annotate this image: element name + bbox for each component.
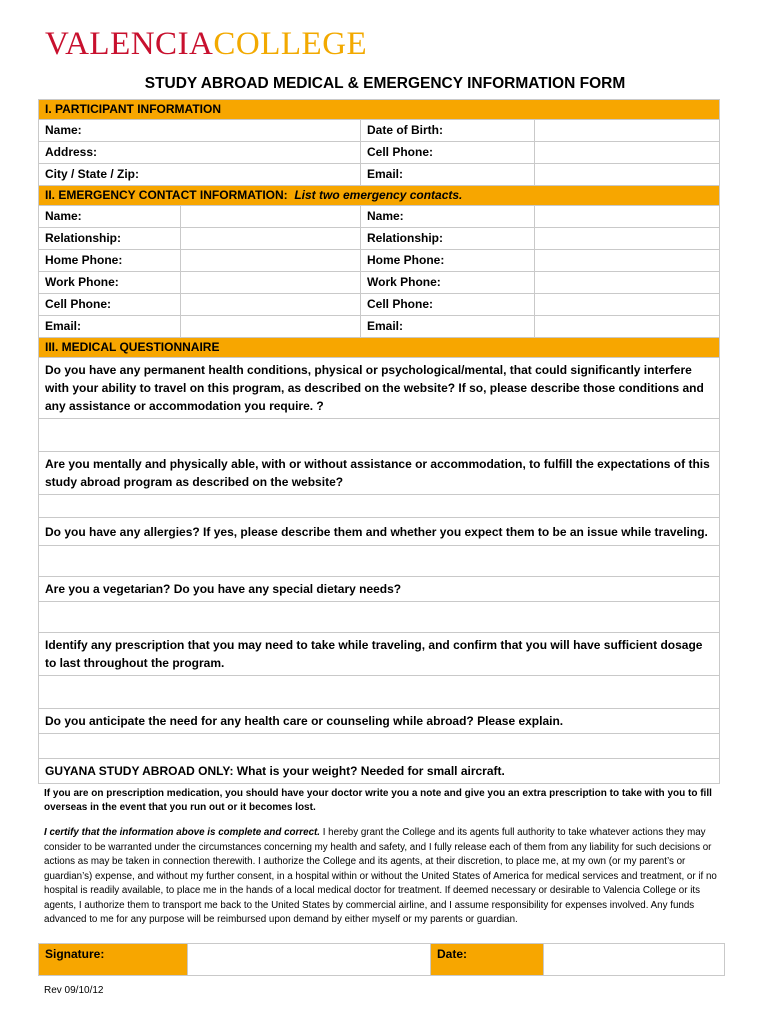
cell-phone-label: Cell Phone: (361, 142, 535, 164)
contact1-label: Name: (39, 206, 181, 228)
contact1-cell-phone-field[interactable] (181, 294, 361, 316)
participant-name-field[interactable]: Name: (39, 120, 361, 142)
contact2-label: Home Phone: (361, 250, 535, 272)
contact2-name-field[interactable] (535, 206, 720, 228)
contact2-work-phone-field[interactable] (535, 272, 720, 294)
question-prescription: Identify any prescription that you may need to take while traveling, and confirm that you will have sufficient dosage to last throughout the program. (39, 633, 720, 676)
signature-label: Signature: (39, 944, 188, 976)
contact1-relationship-field[interactable] (181, 228, 361, 250)
contact2-label: Email: (361, 316, 535, 338)
signature-table (38, 943, 725, 976)
form-table (38, 99, 720, 784)
section2-header (39, 186, 720, 206)
question-able: Are you mentally and physically able, with or without assistance or accommodation, to fulfill the expectations of this study abroad program as described on the website? (39, 452, 720, 495)
answer-able[interactable] (39, 495, 720, 518)
question-health-conditions: Do you have any permanent health conditions, physical or psychological/mental, that could significantly interfere with your ability to travel on this program, as described on the website? If so, please describe those conditions and any assistance or accommodation you require. ? (39, 358, 720, 419)
contact2-cell-phone-field[interactable] (535, 294, 720, 316)
certification-body: I hereby grant the College and its agents full authority to take whatever actions they may consider to be warranted under the circumstances concerning my health and safety, and I fully release each of them from any liability for such decisions or actions as may be taken in connection therewith. I authorize the College and its agents, at their discretion, to place me, at my own (or my parent’s or guardian’s) expense, and without my further consent, in a hospital within or without the United States of America for medical services and treatment, or if no hospital is readily available, to place me in the hands of a local medical doctor for treatment. If deemed necessary or desirable to Valencia College or its agents, I authorize them to transport me back to the United States by commercial airline, and I assume responsibility for expenses involved. Any funds advanced to me for any purpose will be reimbursed upon demand by either myself or my parents or guardian. (44, 827, 717, 925)
certification-lead: I certify that the information above is complete and correct. (44, 827, 321, 838)
contact1-name-field[interactable] (181, 206, 361, 228)
dob-label: Date of Birth: (361, 120, 535, 142)
section2-title: II. EMERGENCY CONTACT INFORMATION: (45, 188, 288, 202)
dob-field[interactable] (535, 120, 720, 142)
certification-text (44, 826, 724, 928)
question-weight: GUYANA STUDY ABROAD ONLY: What is your weight? Needed for small aircraft. (39, 759, 720, 784)
contact1-label: Email: (39, 316, 181, 338)
contact2-label: Work Phone: (361, 272, 535, 294)
contact1-label: Cell Phone: (39, 294, 181, 316)
form-title: STUDY ABROAD MEDICAL & EMERGENCY INFORMATION FORM (144, 75, 626, 92)
contact1-home-phone-field[interactable] (181, 250, 361, 272)
contact2-home-phone-field[interactable] (535, 250, 720, 272)
contact1-label: Home Phone: (39, 250, 181, 272)
prescription-note: If you are on prescription medication, you should have your doctor write you a note and give you an extra prescription to take with you to fill overseas in the event that you run out or it becomes lost. (44, 788, 712, 813)
contact2-relationship-field[interactable] (535, 228, 720, 250)
answer-health-conditions[interactable] (39, 419, 720, 452)
city-state-zip-field[interactable]: City / State / Zip: (39, 164, 361, 186)
contact2-label: Cell Phone: (361, 294, 535, 316)
contact2-label: Relationship: (361, 228, 535, 250)
date-label: Date: (431, 944, 544, 976)
contact1-work-phone-field[interactable] (181, 272, 361, 294)
answer-health-care[interactable] (39, 734, 720, 759)
answer-allergies[interactable] (39, 546, 720, 577)
logo-part2: COLLEGE (213, 26, 368, 62)
question-health-care: Do you anticipate the need for any health care or counseling while abroad? Please explain. (39, 709, 720, 734)
email-label: Email: (361, 164, 535, 186)
contact1-label: Work Phone: (39, 272, 181, 294)
section2-instruction: List two emergency contacts. (294, 188, 463, 202)
question-diet: Are you a vegetarian? Do you have any special dietary needs? (39, 577, 720, 602)
answer-diet[interactable] (39, 602, 720, 633)
contact1-email-field[interactable] (181, 316, 361, 338)
logo-part1: VALENCIA (45, 26, 214, 62)
address-field[interactable]: Address: (39, 142, 361, 164)
contact1-label: Relationship: (39, 228, 181, 250)
signature-field[interactable] (188, 944, 431, 976)
answer-prescription[interactable] (39, 676, 720, 709)
contact2-email-field[interactable] (535, 316, 720, 338)
valencia-college-logo (45, 28, 367, 60)
contact2-label: Name: (361, 206, 535, 228)
date-field[interactable] (544, 944, 725, 976)
section1-header: I. PARTICIPANT INFORMATION (39, 100, 720, 120)
revision-date: Rev 09/10/12 (44, 985, 104, 996)
question-allergies: Do you have any allergies? If yes, please describe them and whether you expect them to be an issue while traveling. (39, 518, 720, 546)
cell-phone-field[interactable] (535, 142, 720, 164)
email-field[interactable] (535, 164, 720, 186)
section3-header: III. MEDICAL QUESTIONNAIRE (39, 338, 720, 358)
